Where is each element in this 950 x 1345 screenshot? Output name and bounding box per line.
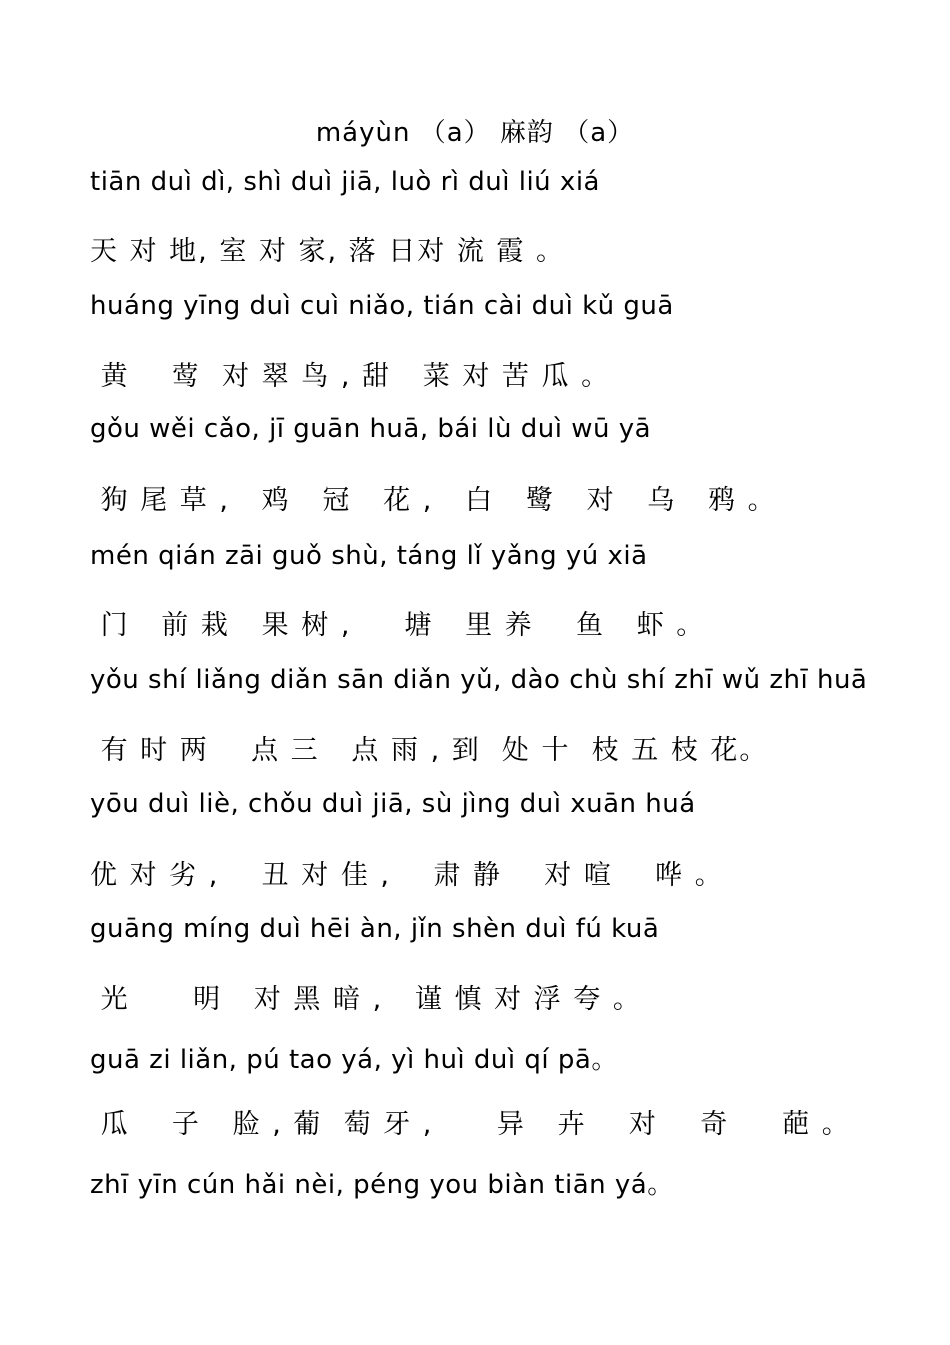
hanzi-line: 狗 尾 草 , 鸡 冠 花 , 白 鹭 对 乌 鸦 。 bbox=[90, 485, 777, 516]
pinyin-line: mén qián zāi guǒ shù, táng lǐ yǎng yú xiā bbox=[90, 541, 648, 571]
pinyin-line: zhī yīn cún hǎi nèi, péng you biàn tiān yá。 bbox=[90, 1170, 674, 1200]
pinyin-line: gǒu wěi cǎo, jī guān huā, bái lù duì wū yā bbox=[90, 414, 652, 444]
pinyin-line: tiān duì dì, shì duì jiā, luò rì duì liú xiá bbox=[90, 167, 600, 197]
hanzi-line: 黄 莺 对 翠 鸟 , 甜 菜 对 苦 瓜 。 bbox=[90, 361, 611, 392]
hanzi-line: 优 对 劣 , 丑 对 佳 , 肃 静 对 喧 哗 。 bbox=[90, 860, 724, 891]
pinyin-line: huáng yīng duì cuì niǎo, tián cài duì kǔ guā bbox=[90, 291, 674, 321]
hanzi-line: 光 明 对 黑 暗 , 谨 慎 对 浮 夸 。 bbox=[90, 984, 642, 1015]
pinyin-line: guā zi liǎn, pú tao yá, yì huì duì qí pā。 bbox=[90, 1045, 618, 1075]
hanzi-line: 天 对 地, 室 对 家, 落 日对 流 霞 。 bbox=[90, 236, 565, 267]
pinyin-line: yōu duì liè, chǒu duì jiā, sù jìng duì xuān huá bbox=[90, 789, 696, 819]
hanzi-line: 有 时 两 点 三 点 雨 , 到 处 十 枝 五 枝 花。 bbox=[90, 735, 769, 766]
poem-title: máyùn （a） 麻韵 （a） bbox=[315, 118, 635, 148]
pinyin-line: guāng míng duì hēi àn, jǐn shèn duì fú kuā bbox=[90, 914, 660, 944]
hanzi-line: 门 前 栽 果 树 , 塘 里 养 鱼 虾 。 bbox=[90, 610, 706, 641]
pinyin-line: yǒu shí liǎng diǎn sān diǎn yǔ, dào chù shí zhī wǔ zhī huā bbox=[90, 665, 868, 695]
hanzi-line: 瓜 子 脸 , 葡 萄 牙 , 异 卉 对 奇 葩 。 bbox=[90, 1109, 851, 1140]
